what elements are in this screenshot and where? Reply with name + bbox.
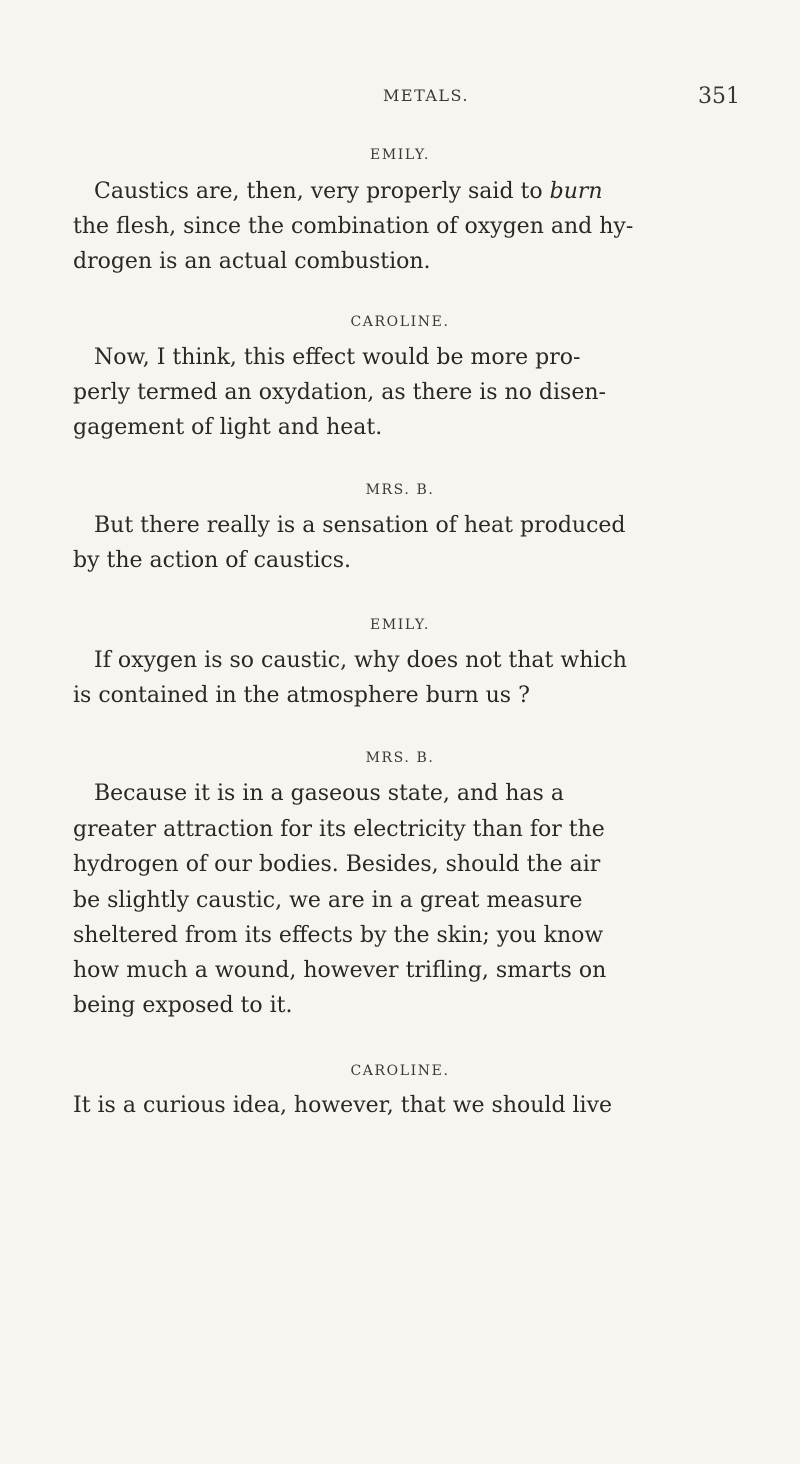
page-number: 351 — [698, 84, 740, 109]
speaker-name: MRS. B. — [365, 750, 435, 766]
speaker-name: CAROLINE. — [350, 314, 450, 330]
text-line: Because it is in a gaseous state, and has a — [94, 781, 564, 806]
speaker-name: CAROLINE. — [350, 1063, 450, 1079]
text-line: the flesh, since the combination of oxygen and hy- — [73, 214, 634, 239]
text-line: be slightly caustic, we are in a great measure — [73, 888, 583, 913]
speaker-name: EMILY. — [370, 147, 430, 163]
text-line: Now, I think, this effect would be more pro- — [94, 345, 581, 370]
text-line: Caustics are, then, very properly said to burn — [94, 179, 603, 204]
speaker-name: MRS. B. — [365, 482, 435, 498]
running-head — [0, 86, 800, 116]
text-line: how much a wound, however trifling, smarts on — [73, 958, 607, 983]
running-title: METALS. — [383, 86, 470, 105]
text-line: drogen is an actual combustion. — [73, 249, 431, 274]
text-line: being exposed to it. — [73, 993, 293, 1018]
text-line: by the action of caustics. — [73, 548, 352, 573]
italic-word: burn — [549, 179, 603, 204]
text-line: hydrogen of our bodies. Besides, should the air — [73, 852, 601, 877]
text-line: But there really is a sensation of heat produced — [94, 513, 626, 538]
speaker-name: EMILY. — [370, 617, 430, 633]
text-line: perly termed an oxydation, as there is no disen- — [73, 380, 606, 405]
text-line: gagement of light and heat. — [73, 415, 383, 440]
text-line: If oxygen is so caustic, why does not that which — [94, 648, 627, 673]
text-line: It is a curious idea, however, that we should live — [73, 1093, 613, 1118]
text-line: greater attraction for its electricity than for the — [73, 817, 605, 842]
text-line: is contained in the atmosphere burn us ? — [73, 683, 530, 708]
text-line: sheltered from its effects by the skin; you know — [73, 923, 604, 948]
